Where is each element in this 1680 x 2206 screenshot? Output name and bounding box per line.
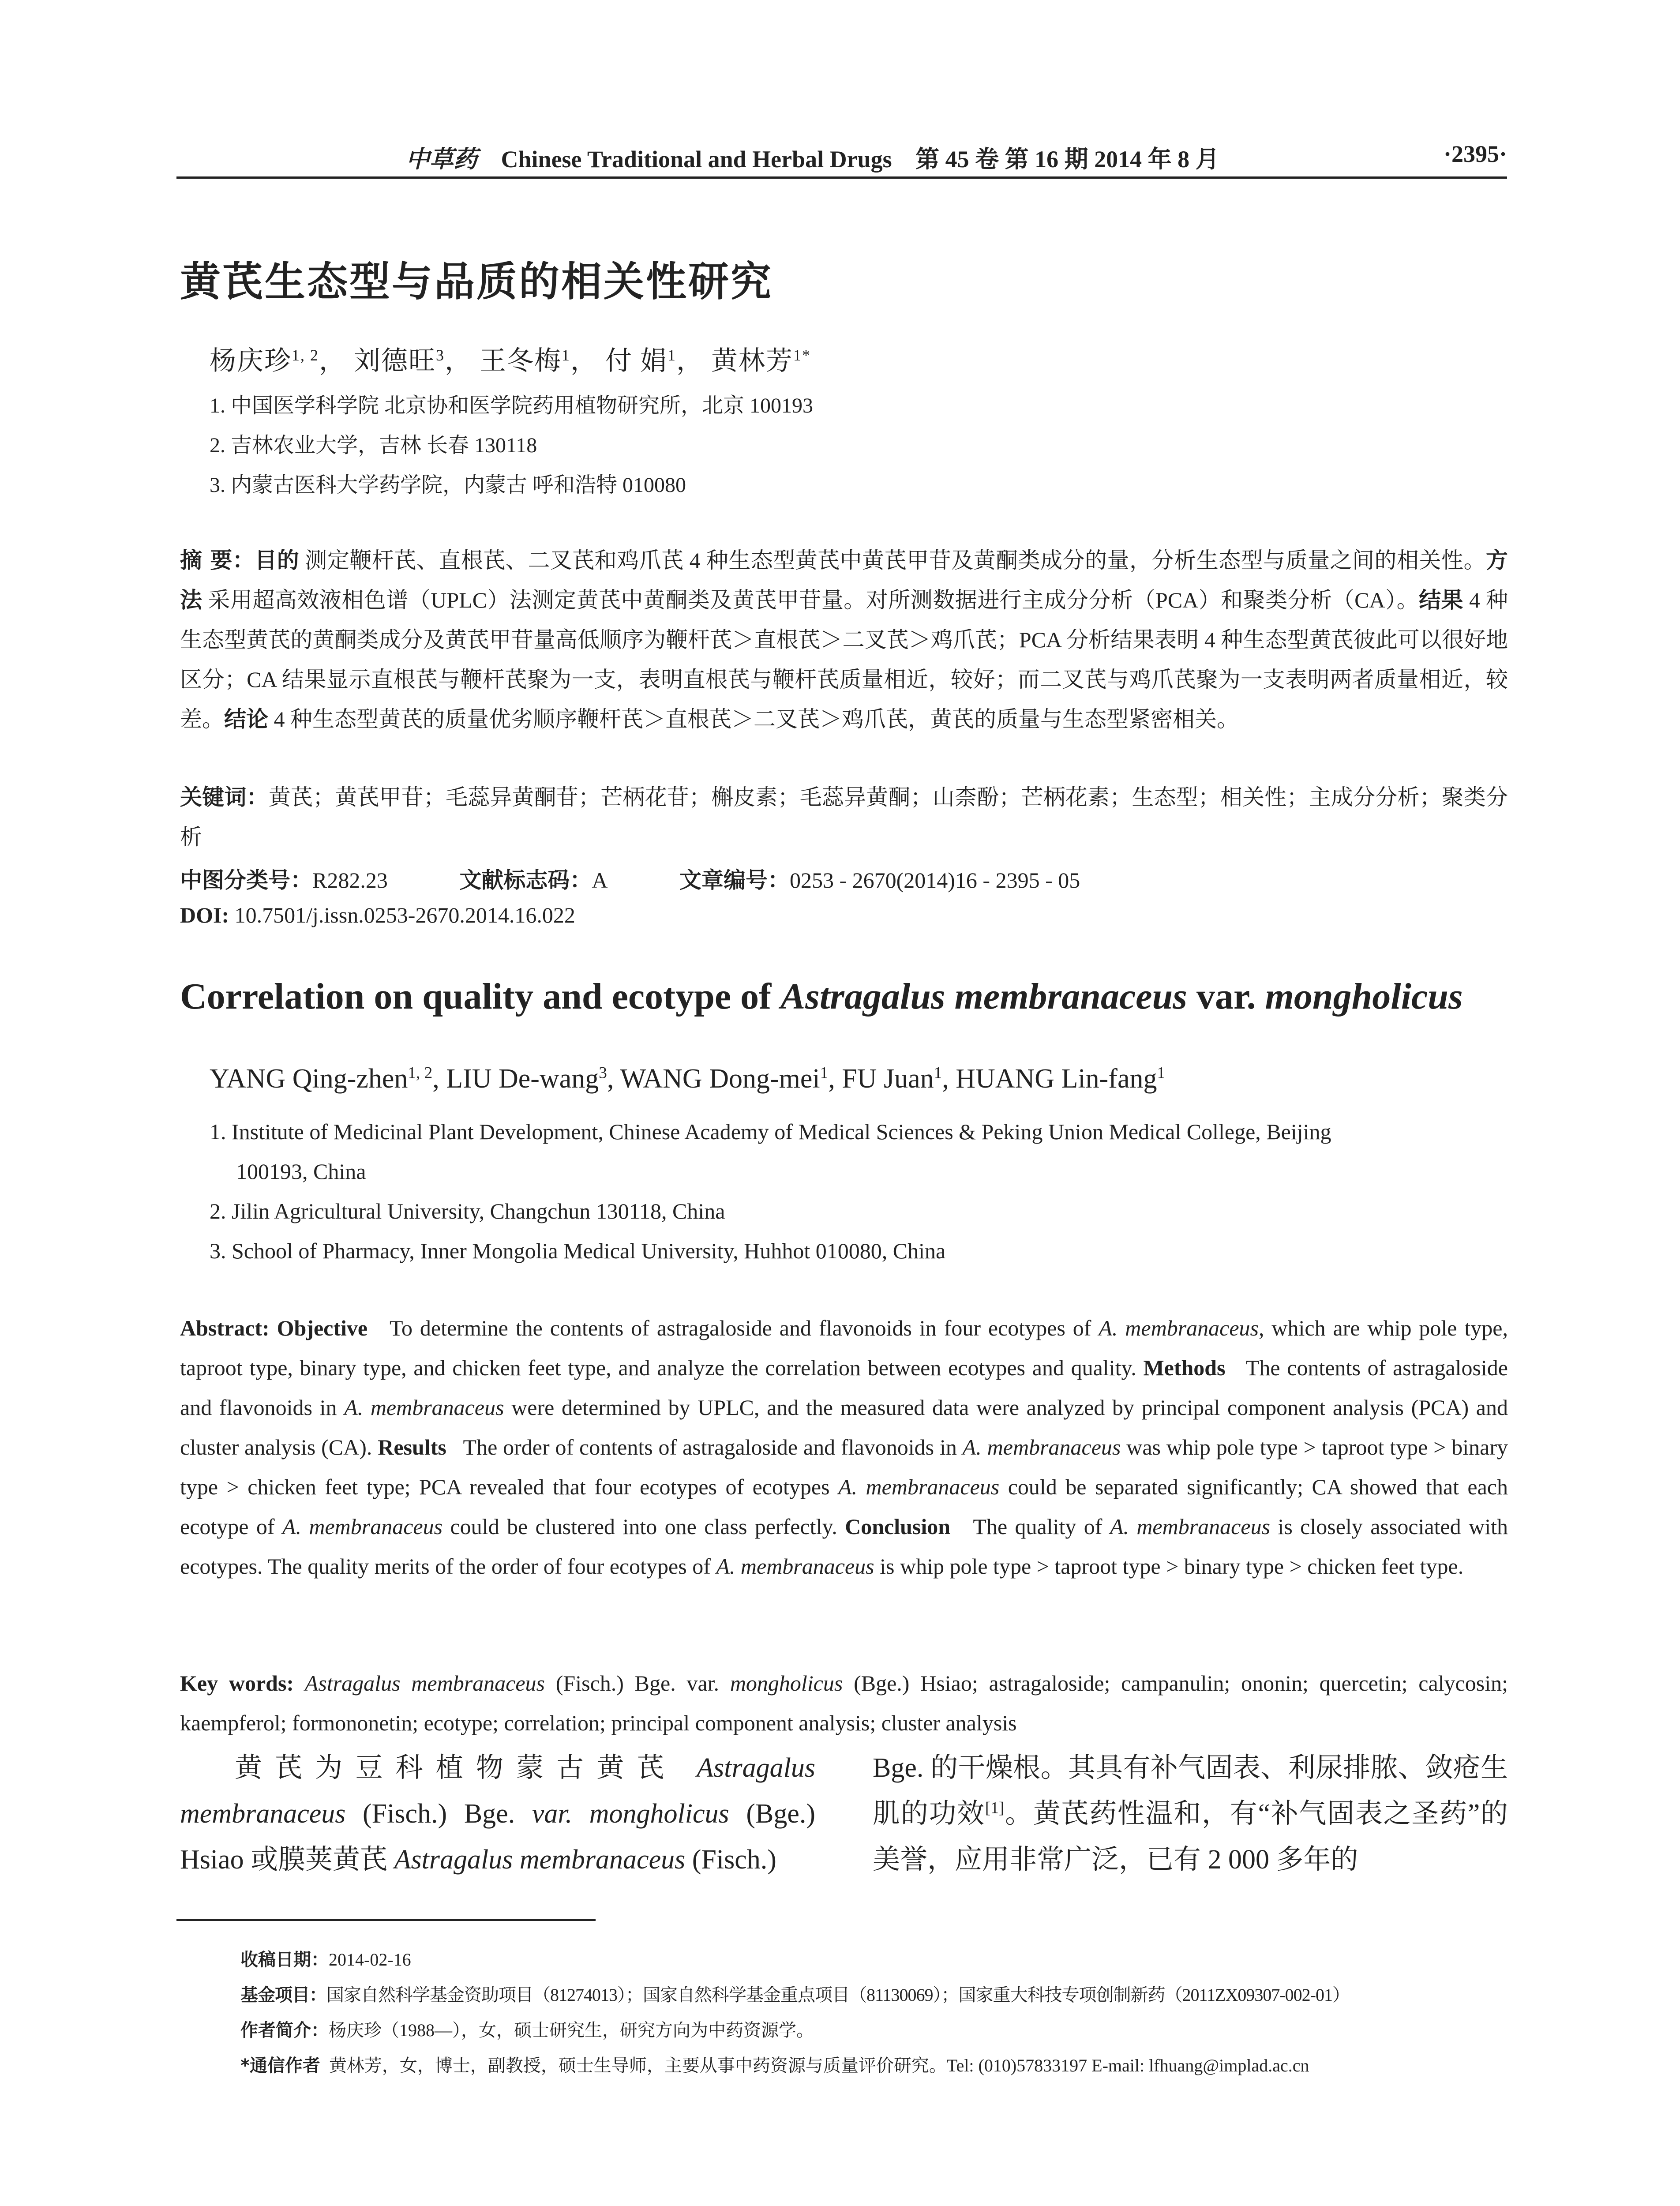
footnote-received [240, 1946, 411, 1971]
keywords-en-label: Key words: [180, 1671, 294, 1696]
body-text: (Fisch.) [685, 1845, 776, 1875]
author-name: HUANG Lin-fang [956, 1064, 1157, 1094]
species-abbr: A. membranaceus [282, 1514, 443, 1539]
objective-en-text: , which are whip pole type, taproot type, binary type, and chicken feet type, and analyze the correlation between ecotypes and quality. [180, 1316, 1508, 1380]
body-text: 。黄芪药性温和，有“补气固表之圣药”的美誉，应用非常广泛，已有 2 000 多年的 [873, 1799, 1508, 1875]
footnote-funding [240, 1981, 1350, 2006]
footnote-text: 杨庆珍（1988—），女，硕士研究生，研究方向为中药资源学。 [329, 2020, 814, 2040]
keywords-en-text: (Bge.) Hsiao; astragaloside; campanulin; ononin; quercetin; calycosin; kaempferol; formononetin; ecotype; correlation; principal component analysis; cluster analysis [180, 1671, 1508, 1735]
journal-name-en: Chinese Traditional and Herbal Drugs [501, 146, 892, 173]
results-en-text: was whip pole type > taproot type > binary type > chicken feet type; PCA revealed that four ecotypes of ecotypes [180, 1435, 1508, 1499]
results-en-text: The order of contents of astragaloside and flavonoids in [463, 1435, 963, 1459]
body-species: Astragalus membranaceus [180, 1753, 815, 1829]
author-sup: 3 [599, 1064, 607, 1082]
clc-label: 中图分类号： [180, 867, 312, 893]
keywords-en-text: (Fisch.) Bge. var. [545, 1671, 730, 1696]
author-sup: 1* [793, 346, 811, 364]
authors-en: YANG Qing-zhen$^{1, 2}$, LIU De-wang$^3$, WANG Dong-mei$^1$, FU Juan$^1$, HUANG Lin-fang$^1$ [210, 1064, 1166, 1094]
results-en-text: could be separated significantly; CA showed that each ecotype of [180, 1474, 1508, 1539]
conclusion-text: 4 种生态型黄芪的质量优劣顺序鞭杆芪＞直根芪＞二叉芪＞鸡爪芪，黄芪的质量与生态型紧密相关。 [274, 707, 1239, 732]
body-column-left [180, 1745, 815, 1883]
species-abbr: A. membranaceus [962, 1435, 1121, 1459]
article-no-label: 文章编号： [679, 867, 790, 893]
issue-info: 第 45 卷 第 16 期 2014 年 8 月 [915, 146, 1219, 173]
page-number: ·2395· [1443, 141, 1507, 167]
conclusion-en-text: is whip pole type > taproot type > binary type > chicken feet type. [874, 1554, 1464, 1579]
article-no-value: 0253 - 2670(2014)16 - 2395 - 05 [789, 868, 1080, 893]
body-text: Bge. 的干燥根。其具有补气固表、利尿排脓、敛疮生肌的功效 [873, 1753, 1508, 1829]
affiliation-en-2: 2. Jilin Agricultural University, Changchun 130118, China [210, 1199, 725, 1223]
doi-label: DOI: [180, 903, 229, 927]
keywords-en [180, 1663, 1508, 1743]
header-rule [176, 176, 1507, 179]
methods-label: 方法 [180, 548, 1508, 613]
body-column-right [873, 1745, 1508, 1883]
affiliation-cn-3: 3. 内蒙古医科大学药学院，内蒙古 呼和浩特 010080 [210, 473, 686, 497]
abstract-label: 摘 要： [180, 548, 255, 573]
doc-code-label: 文献标志码： [459, 867, 592, 893]
footnote-author-bio [240, 2016, 814, 2041]
title-en-part: Correlation on quality and ecotype of [180, 976, 781, 1017]
species-abbr: A. membranaceus [1110, 1514, 1271, 1539]
authors-cn: 杨庆珍$^{1, 2}$， 刘德旺$^3$， 王冬梅$^1$， 付 娟$^1$， 黄林芳$^{1*}$ [210, 346, 811, 375]
results-en-text: could be clustered into one class perfectly. [442, 1514, 837, 1539]
author-name: 付 娟 [605, 346, 668, 375]
footnote-text: 国家自然科学基金资助项目（81274013）；国家自然科学基金重点项目（81130069）；国家重大科技专项创制新药（2011ZX09307-002-01） [326, 1985, 1350, 2005]
objective-en-text: To determine the contents of astragaloside and flavonoids in four ecotypes of [389, 1316, 1099, 1340]
title-cn: 黄芪生态型与品质的相关性研究 [180, 258, 773, 305]
author-sup: 1 [668, 346, 676, 364]
footnote-label: 收稿日期： [240, 1950, 329, 1970]
species-abbr: A. membranaceus [838, 1474, 1000, 1499]
classification-line [180, 863, 1146, 894]
results-text: 4 种生态型黄芪的黄酮类成分及黄芪甲苷量高低顺序为鞭杆芪＞直根芪＞二叉芪＞鸡爪芪；PCA 分析结果表明 4 种生态型黄芪彼此可以很好地区分；CA 结果显示直根芪与鞭杆芪聚为一支，表明直根芪与鞭杆芪质量相近，较好；而二叉芪与鸡爪芪聚为一支表明两者质量相近，较差。 [180, 588, 1508, 732]
author-name: YANG Qing-zhen [210, 1064, 408, 1094]
author-sup: 3 [436, 346, 445, 364]
body-variety: var. mongholicus [532, 1799, 729, 1829]
abstract-en [180, 1308, 1508, 1586]
conclusion-en-text: The quality of [973, 1514, 1110, 1539]
title-en-species: Astragalus membranaceus [780, 976, 1187, 1017]
species-abbr: A. membranaceus [1099, 1316, 1259, 1340]
citation-ref: [1] [985, 1799, 1005, 1817]
clc-value: R282.23 [312, 868, 388, 893]
body-species: Astragalus membranaceus [394, 1845, 686, 1875]
conclusion-en-label: Conclusion [845, 1514, 951, 1539]
author-name: FU Juan [842, 1064, 934, 1094]
affiliation-en-1-cont: 100193, China [236, 1159, 366, 1184]
species-abbr: A. membranaceus [716, 1554, 874, 1579]
conclusion-label: 结论 [224, 706, 268, 732]
affiliation-en-3: 3. School of Pharmacy, Inner Mongolia Medical University, Huhhot 010080, China [210, 1238, 946, 1263]
objective-label: 目的 [255, 548, 300, 573]
author-sup: 1, 2 [292, 346, 319, 364]
body-text: (Fisch.) Bge. [345, 1799, 532, 1829]
keywords-en-variety: mongholicus [730, 1671, 843, 1696]
results-en-label: Results [378, 1435, 446, 1459]
footnote-label: 基金项目： [240, 1985, 326, 2005]
keywords-label: 关键词： [180, 784, 269, 810]
keywords-cn [180, 777, 1508, 857]
footnote-label: 作者简介： [240, 2020, 329, 2041]
title-en [180, 975, 1463, 1018]
author-sup: 1 [1157, 1064, 1166, 1082]
doi-value: 10.7501/j.issn.0253-2670.2014.16.022 [234, 903, 575, 927]
species-abbr: A. membranaceus [344, 1395, 504, 1420]
footnote-rule [176, 1919, 596, 1921]
author-sup: 1 [934, 1064, 942, 1082]
journal-logo-cn: 中草药 [406, 146, 477, 173]
footnote-corresponding [240, 2052, 1309, 2077]
affiliations-en [210, 1112, 1509, 1271]
conclusion-en-text: is closely associated with ecotypes. The quality merits of the order of four ecotypes of [180, 1514, 1508, 1579]
author-name: 黄林芳 [711, 346, 793, 375]
author-sup: 1 [562, 346, 570, 364]
body-text: 黄芪为豆科植物蒙古黄芪 [235, 1753, 697, 1783]
footnote-label: *通信作者 [240, 2056, 320, 2076]
author-name: 杨庆珍 [210, 346, 292, 375]
author-name: LIU De-wang [446, 1064, 599, 1094]
body-text: (Bge.) Hsiao 或膜荚黄芪 [180, 1799, 815, 1875]
objective-text: 测定鞭杆芪、直根芪、二叉芪和鸡爪芪 4 种生态型黄芪中黄芪甲苷及黄酮类成分的量，分析生态型与质量之间的相关性。 [305, 548, 1486, 573]
footnote-text: 黄林芳，女，博士，副教授，硕士生导师，主要从事中药资源与质量评价研究。Tel: (010)57833197 E-mail: lfhuang@implad.ac.cn [329, 2056, 1309, 2075]
title-en-variety: mongholicus [1265, 976, 1463, 1017]
affiliation-cn-2: 2. 吉林农业大学，吉林 长春 130118 [210, 434, 537, 457]
author-sup: 1, 2 [408, 1064, 433, 1082]
methods-text: 采用超高效液相色谱（UPLC）法测定黄芪中黄酮类及黄芪甲苷量。对所测数据进行主成分分析（PCA）和聚类分析（CA）。 [208, 588, 1419, 612]
abstract-en-label: Abstract: Objective [180, 1316, 368, 1340]
author-sup: 1 [820, 1064, 829, 1082]
title-en-part: var. [1187, 976, 1265, 1017]
keywords-en-species: Astragalus membranaceus [304, 1671, 545, 1696]
footnote-text: 2014-02-16 [329, 1950, 411, 1970]
doc-code-value: A [592, 868, 608, 893]
abstract-cn [180, 540, 1508, 739]
affiliation-en-1: 1. Institute of Medicinal Plant Development, Chinese Academy of Medical Sciences & Peking Union Medical College, Beijing [210, 1119, 1331, 1144]
author-name: WANG Dong-mei [620, 1064, 820, 1094]
methods-en-text: were determined by UPLC, and the measured data were analyzed by principal component analysis (PCA) and cluster analysis (CA). [180, 1395, 1508, 1459]
affiliation-cn-1: 1. 中国医学科学院 北京协和医学院药用植物研究所，北京 100193 [210, 394, 814, 417]
methods-en-label: Methods [1143, 1355, 1226, 1380]
author-name: 刘德旺 [354, 346, 436, 375]
results-label: 结果 [1419, 587, 1464, 613]
doi-line [180, 902, 641, 928]
author-name: 王冬梅 [480, 346, 562, 375]
journal-line [406, 140, 1219, 174]
keywords-text: 黄芪；黄芪甲苷；毛蕊异黄酮苷；芒柄花苷；槲皮素；毛蕊异黄酮；山柰酚；芒柄花素；生态型；相关性；主成分分析；聚类分析 [180, 785, 1508, 849]
methods-en-text: The contents of astragaloside and flavonoids in [180, 1355, 1508, 1420]
